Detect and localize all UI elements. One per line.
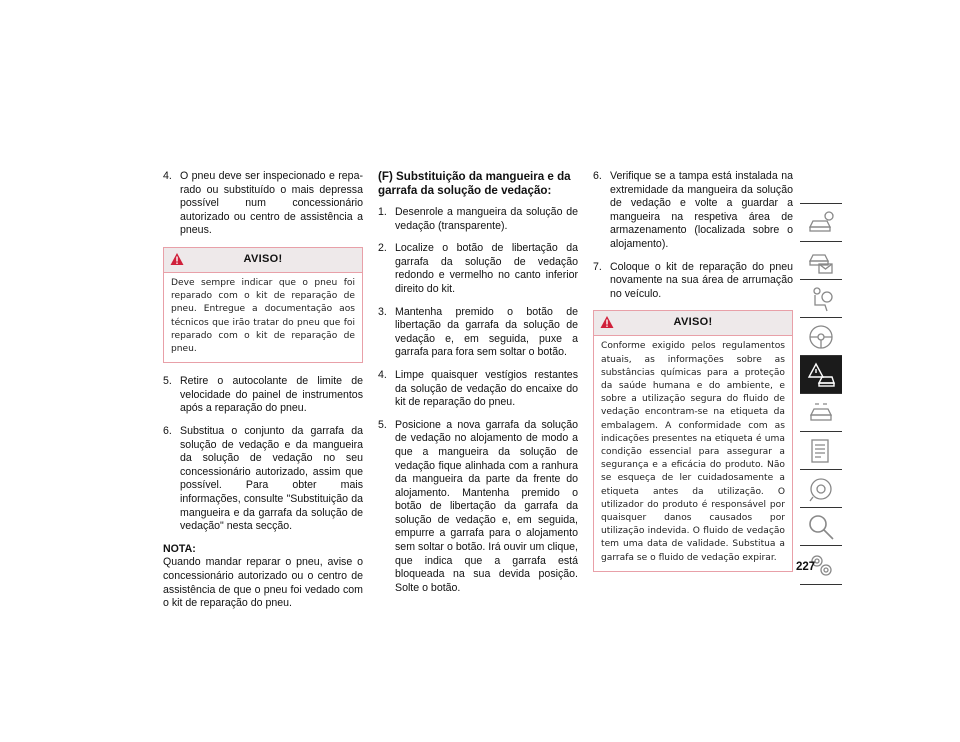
- list-item: 4. O pneu deve ser inspecionado e reparado ou substituído o mais depressa possível num concessionário autorizado ou centro de assistência a pneus.: [163, 170, 363, 237]
- car-envelope-icon: [807, 247, 835, 275]
- steering-wheel-icon: [807, 323, 835, 351]
- note-text: Quando mandar reparar o pneu, avise o concessionário autorizado ou o centro de assistência de que o pneu foi vedado com o kit de reparação do pneu.: [163, 556, 363, 610]
- magnifier-icon: [807, 513, 835, 541]
- warning-text: Deve sempre indicar que o pneu foi reparado com o kit de reparação de pneu. Entregue a documentação aos técnicos que irão tratar do pneu que foi reparado com o kit de reparação de pneu.: [171, 277, 355, 354]
- tab-servicing[interactable]: [800, 393, 842, 432]
- car-info-icon: [807, 209, 835, 237]
- list-item: 4. Limpe quaisquer vestígios restantes da solução de vedação do encaixe do kit de reparação do pneu.: [378, 368, 578, 409]
- car-emergency-icon: [807, 399, 835, 427]
- page-number: 227: [796, 561, 816, 573]
- note-title: NOTA:: [163, 542, 196, 555]
- column-3: [593, 170, 793, 584]
- tab-driving[interactable]: [800, 317, 842, 356]
- list-item: 5. Retire o autocolante de limite de velocidade do painel de instrumentos após a reparação do pneu.: [163, 375, 363, 415]
- warning-text: Conforme exigido pelos regulamentos atuais, as informações sobre as substâncias químicas para a proteção da saúde humana e do ambiente, e sobre a utilização segura do fluido de vedação encontram-se na etiqueta da embalagem. A conformidade com as indicações presentes na etiqueta é uma condição essencial para assegurar a segurança e a eficácia do produto. Não se esqueça de ler cuidadosamente a etiqueta antes da utilização. O utilizador do produto é responsável por quaisquer danos causados por utilização indevida. O fluido de vedação tem uma data de validade. Substitua a garrafa se o fluido de vedação expirar.: [601, 341, 785, 563]
- section-heading: (F) Substituição da mangueira e da garrafa da solução de vedação:: [378, 170, 571, 197]
- warning-box: [163, 247, 363, 363]
- column-2: [378, 170, 578, 604]
- tab-safety[interactable]: [800, 279, 842, 318]
- list-item: 7. Coloque o kit de reparação do pneu novamente na sua área de arrumação no veículo.: [593, 260, 793, 300]
- column-1: [163, 170, 363, 611]
- warning-title: AVISO!: [673, 316, 713, 329]
- tab-vehicle-info[interactable]: [800, 203, 842, 242]
- tab-multimedia[interactable]: [800, 469, 842, 508]
- seat-airbag-icon: [807, 285, 835, 313]
- list-item: 5. Posicione a nova garrafa da solução de vedação no alojamento de modo a que a mangueira da solução de vedação fique alinhada com a ranhura da mangueira da parte da frente do alojamento. Mantenha premido o botão de libertação da garrafa da solução de vedação e, em seguida, empurre a garrafa para o alojamento sem soltar o botão. Irá ouvir um clique, que indica que a garrafa está bloqueada na sua devida posição. Solte o botão.: [378, 418, 578, 594]
- tab-emergency-active[interactable]: [800, 355, 842, 394]
- list-item: 2. Localize o botão de libertação da garrafa da solução de vedação redondo e vermelho no canto inferior direito do kit.: [378, 242, 578, 295]
- list-item: 1. Desenrole a mangueira da solução de vedação (transparente).: [378, 206, 578, 232]
- tab-index[interactable]: [800, 507, 842, 546]
- warning-car-icon: [807, 361, 835, 389]
- tab-specifications[interactable]: [800, 431, 842, 470]
- warning-header: [594, 311, 792, 336]
- list-item: 6. Substitua o conjunto da garrafa da solução de vedação e da mangueira da solução de vedação no seu concessionário autorizado, assim que possível. Para obter mais informações, consulte "Substituição da mangueira e da garrafa da solução de vedação" nesta secção.: [163, 424, 363, 533]
- warning-box: [593, 310, 793, 571]
- multimedia-icon: [807, 475, 835, 503]
- tab-messages[interactable]: [800, 241, 842, 280]
- list-item: 6. Verifique se a tampa está instalada na extremidade da mangueira da solução de vedação e volte a guardar a mangueira na respetiva área de armazenamento (localizada sobre o alojamento).: [593, 170, 793, 250]
- warning-header: [164, 248, 362, 273]
- checklist-icon: [807, 437, 835, 465]
- list-item: 3. Mantenha premido o botão de libertação da garrafa da solução de vedação e, em seguida, puxe a garrafa para fora sem soltar o botão.: [378, 305, 578, 359]
- warning-title: AVISO!: [243, 252, 283, 265]
